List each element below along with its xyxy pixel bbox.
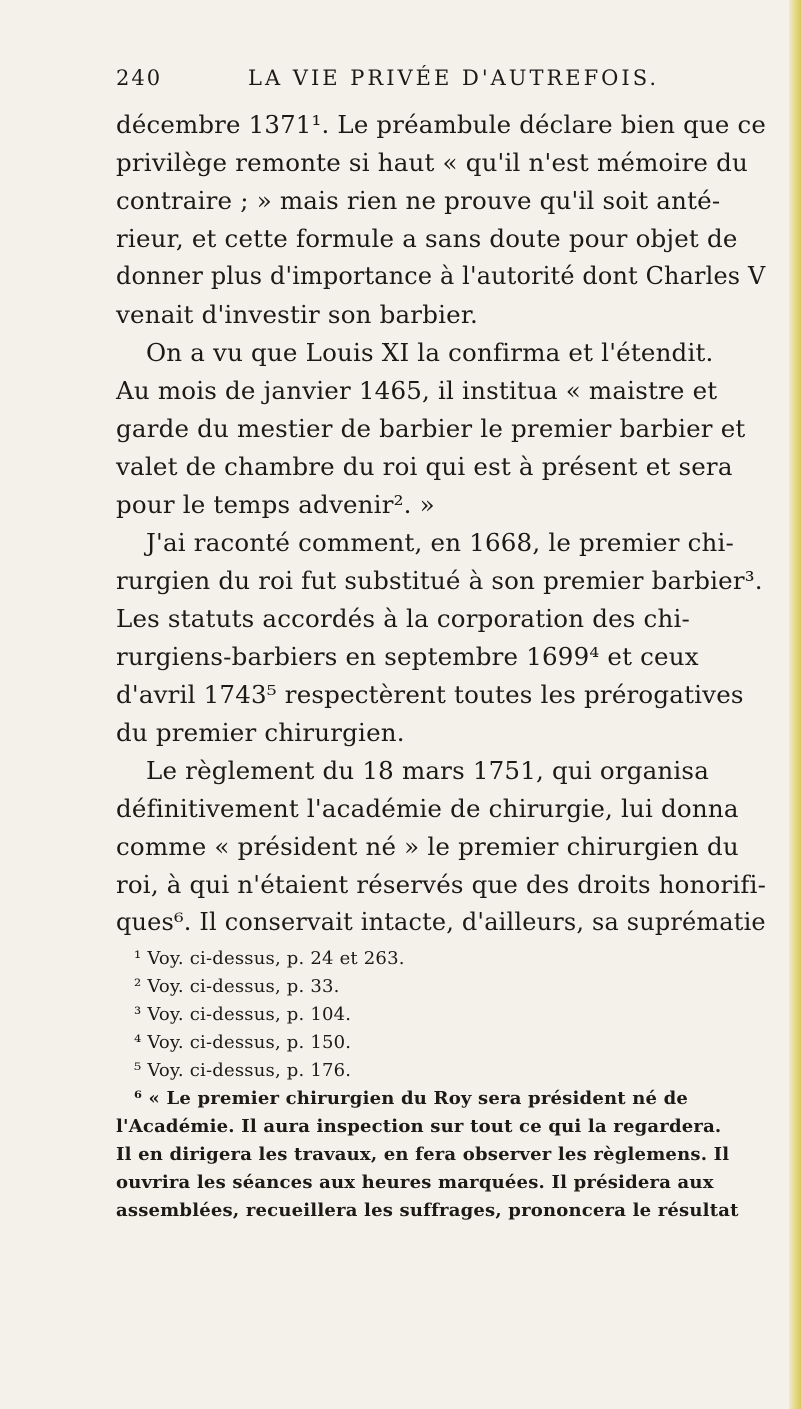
body-line: pour le temps advenir². » [116, 490, 435, 519]
body-line: roi, à qui n'étaient réservés que des droits honorifi- [116, 870, 767, 899]
footnote-1: ¹ Voy. ci-dessus, p. 24 et 263. [134, 948, 405, 969]
page-header [116, 66, 696, 96]
page-number: 240 [116, 66, 163, 90]
body-line: garde du mestier de barbier le premier barbier et [116, 414, 746, 443]
page-edge [789, 0, 801, 1409]
body-line: du premier chirurgien. [116, 718, 405, 747]
body-line: valet de chambre du roi qui est à présent et sera [116, 452, 733, 481]
body-line: donner plus d'importance à l'autorité dont Charles V [116, 262, 766, 290]
body-line: Les statuts accordés à la corporation des chi- [116, 604, 690, 633]
footnote-4: ⁴ Voy. ci-dessus, p. 150. [134, 1032, 352, 1053]
body-line: contraire ; » mais rien ne prouve qu'il soit anté- [116, 186, 721, 215]
body-line: rurgien du roi fut substitué à son premier barbier³. [116, 566, 763, 595]
body-line: Le règlement du 18 mars 1751, qui organisa [146, 756, 710, 785]
footnote-6: ⁶ « Le premier chirurgien du Roy sera président né de [134, 1088, 689, 1109]
footnote-3: ³ Voy. ci-dessus, p. 104. [134, 1004, 352, 1025]
body-line: définitivement l'académie de chirurgie, lui donna [116, 794, 739, 823]
running-title: LA VIE PRIVÉE D'AUTREFOIS. [248, 66, 660, 90]
body-line: J'ai raconté comment, en 1668, le premier chi- [146, 528, 735, 557]
footnote-5: ⁵ Voy. ci-dessus, p. 176. [134, 1060, 352, 1081]
body-line: décembre 1371¹. Le préambule déclare bien que ce [116, 110, 766, 139]
footnote-2: ² Voy. ci-dessus, p. 33. [134, 976, 340, 997]
body-line: ques⁶. Il conservait intacte, d'ailleurs, sa suprématie [116, 908, 766, 936]
body-line: d'avril 1743⁵ respectèrent toutes les prérogatives [116, 680, 744, 709]
footnote-6-continued: assemblées, recueillera les suffrages, prononcera le résultat [116, 1200, 739, 1221]
body-line: venait d'investir son barbier. [116, 300, 479, 329]
body-line: On a vu que Louis XI la confirma et l'étendit. [146, 338, 714, 367]
body-line: comme « président né » le premier chirurgien du [116, 832, 739, 861]
body-line: privilège remonte si haut « qu'il n'est mémoire du [116, 148, 748, 177]
body-line: rurgiens-barbiers en septembre 1699⁴ et ceux [116, 642, 699, 671]
body-line: rieur, et cette formule a sans doute pour objet de [116, 224, 738, 253]
body-line: Au mois de janvier 1465, il institua « maistre et [116, 376, 718, 405]
footnote-6-continued: Il en dirigera les travaux, en fera observer les règlemens. Il [116, 1144, 730, 1165]
footnote-6-continued: l'Académie. Il aura inspection sur tout ce qui la regardera. [116, 1116, 722, 1137]
footnote-6-continued: ouvrira les séances aux heures marquées. Il présidera aux [116, 1172, 714, 1193]
